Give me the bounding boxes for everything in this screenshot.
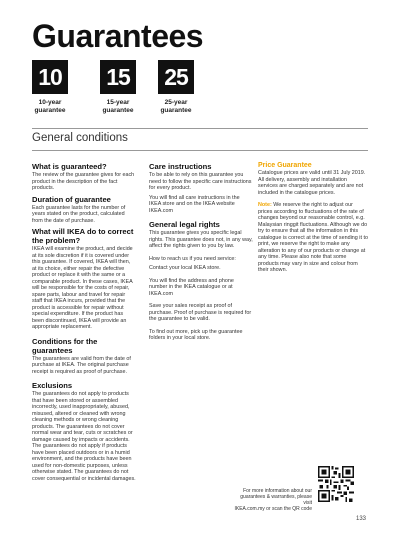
note-paragraph: Note: We reserve the right to adjust our prices according to fluctuations of the rate of changes beyond our reasonable control, e.g. Malaysian ringgit fluctuations. Although we do try to ensure that all the information in this catalogue is correct at the time of sending it to print, we reserve the right to make any alteration to any of our products or change at any time. Please also note that some products may vary in size and colour from their shown. — [258, 202, 368, 273]
qr-caption: For more information about our guarantees & warranties, please visit IKEA.com.my or scan the QR code — [234, 488, 312, 512]
heading-care-instructions: Care instructions — [149, 162, 212, 171]
heading-exclusions: Exclusions — [32, 381, 73, 390]
column-3: Price Guarantee Catalogue prices are valid until 31 July 2019. All delivery, assembly and installation services are charged separately and are not included in the catalogue prices. Note: We reserve the right to adjust our prices according to fluctuations of the rate of changes beyond our reasonable control, e.g. Malaysian ringgit fluctuations. Although we do try to ensure that all the information in this catalogue is correct at the time of sending it to print, we reserve the right to make any alteration to any of our products or change at any time. Please also note that some products may vary in size and colour from their shown. — [258, 162, 368, 273]
badge-15-year: 15 — [100, 60, 136, 94]
badge-10-year: 10 — [32, 60, 68, 94]
page-number: 133 — [356, 516, 367, 522]
section-title: General conditions — [32, 132, 128, 144]
section-rule-bottom — [32, 150, 368, 151]
section-rule-top — [32, 128, 368, 129]
column-1: What is guaranteed? The review of the guarantee gives for each product in the description of the fact products. Duration of guarantee Each guarantee lasts for the number of years stated on the product, calculated from the date of purchase. What will IKEA do to correct the problem? IKEA will examine the product, and decide at its sole discretion if it is covered under this guarantee. If covered, IKEA will then, at its choice, either repair the defective product or replace it with the same or a comparable product. In these cases, IKEA will be responsible for the costs of repair, spare parts, labour and travel for repair staff that IKEA incurs, provided that the product is accessible for repair without special expenditure. If the product has been discontinued, IKEA will provide an appropriate replacement. Conditions for the guarantees The guarantees are valid from the date of purchase at IKEA. The original purchase receipt is required as proof of purchase. Exclusions The guarantees do not apply to products that have been stored or assembled incorrectly, used inappropriately, abused, misused, altered or cleaned with wrong cleaning methods or wrong cleaning products. The guarantees do not cover normal wear and tear, cuts or scratches or damage caused by impacts or accidents. The guarantees do not apply if products have been placed outdoors or in a humid environment, and the products have been used for non-domestic purposes, unless otherwise stated. The guarantees do not cover consequential or incidental damages. — [32, 162, 136, 482]
qr-code-icon[interactable] — [318, 466, 354, 502]
badge-15-caption: 15-year guarantee — [102, 99, 134, 114]
price-guarantee-title: Price Guarantee — [258, 162, 312, 169]
badge-10-caption: 10-year guarantee — [34, 99, 66, 114]
heading-conditions: Conditions for the guarantees — [32, 336, 98, 355]
column-2: Care instructions To be able to rely on this guarantee you need to follow the specific care instructions for every product. You will find all care instructions in the IKEA store and on the IKEA website IKEA.com General legal rights This guarantee gives you specific legal rights. This guarantee does not, in any way, affect the rights given to you by law. How to reach us if you need service: Contact your local IKEA store. You will find the address and phone number in the IKEA catalogue or at IKEA.com Save your sales receipt as proof of purchase. Proof of purchase is required for the guarantee to be valid. To find out more, pick up the guarantee folders in your local store. — [149, 162, 253, 341]
page-title: Guarantees — [32, 18, 204, 54]
heading-correct-problem: What will IKEA do to correct the problem? — [32, 227, 134, 245]
heading-general-legal-rights: General legal rights — [149, 220, 220, 229]
badge-25-year: 25 — [158, 60, 194, 94]
heading-duration: Duration of guarantee — [32, 194, 111, 204]
badge-25-caption: 25-year guarantee — [160, 99, 192, 114]
heading-what-is-guaranteed: What is guaranteed? — [32, 162, 107, 171]
